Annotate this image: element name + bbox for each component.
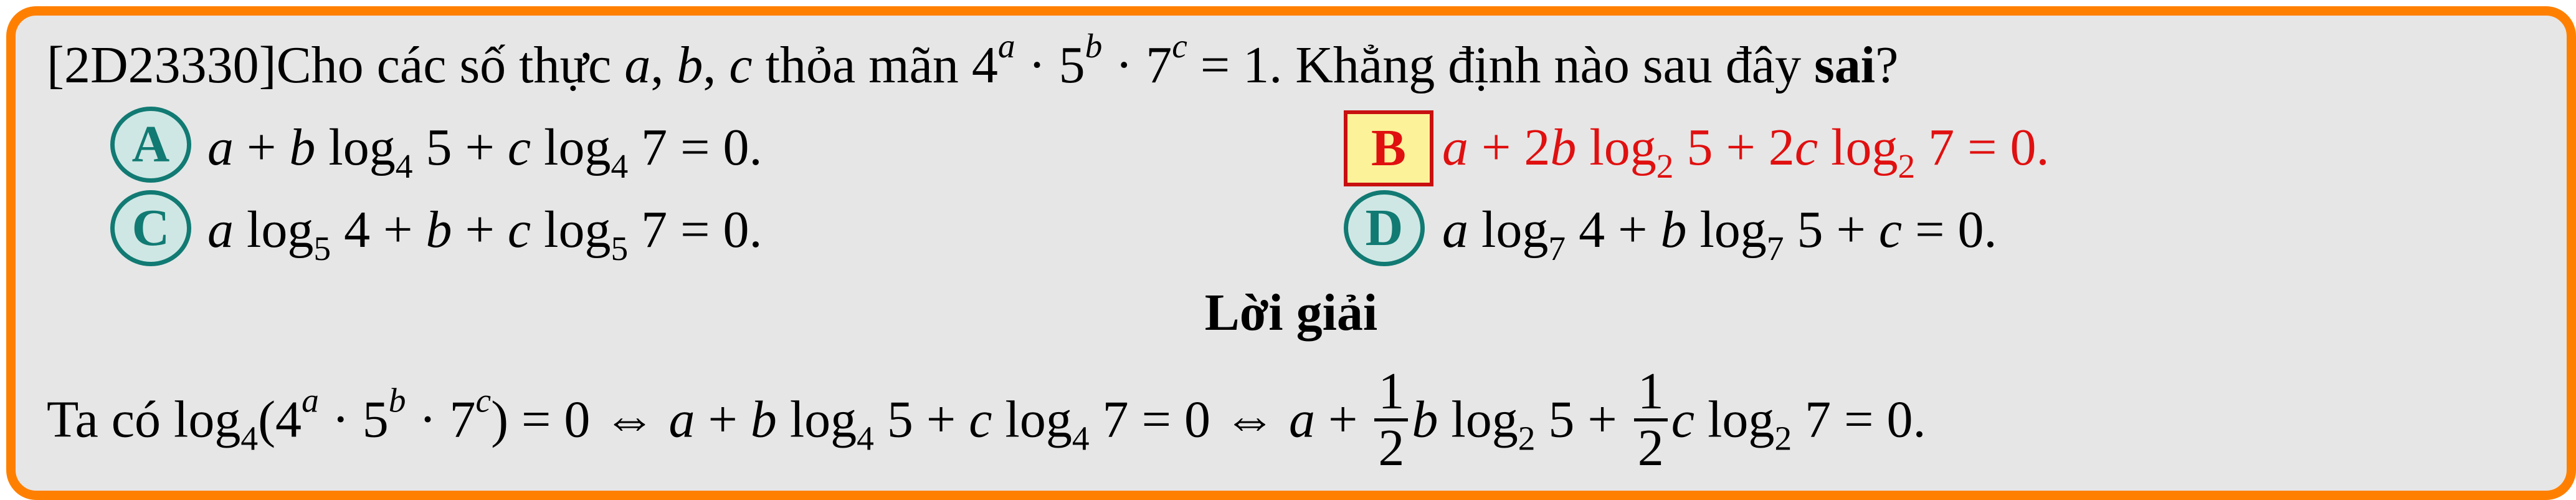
- question-card: [6, 6, 2576, 500]
- choice-a-formula[interactable]: a + b $\log_4 5 + c$ $\log_4 7 = 0$.: [207, 118, 763, 186]
- var-b: b: [677, 36, 703, 94]
- question-condition-intro: thỏa mãn: [752, 36, 972, 94]
- question-mark: ?: [1875, 36, 1899, 94]
- solution-heading: Lời giải: [1204, 284, 1378, 342]
- solution-text: Ta có $\log_4(4^a \cdot 5^b \cdot 7^c) = 0$ ⇔ a + b $\log_4 5 + c$ $\log_4 7 = 0$ ⇔ a + $\frac{1}{2}$ b $\log_2 5$ + $\frac{1}{2}$ c $\log_2 7 = 0$.: [47, 362, 1926, 477]
- fraction-one-half: $\frac{1}{2}$: [1634, 365, 1668, 474]
- question-id: [2D23330]: [47, 36, 277, 94]
- choice-d-formula[interactable]: a $\log_7 4 + b$ $\log_7 5 + c = 0$.: [1442, 201, 1997, 268]
- choice-d-label: D: [1365, 199, 1404, 257]
- question-emphasis: sai: [1814, 36, 1876, 94]
- choice-b-marker[interactable]: [1344, 110, 1433, 186]
- separator: ,: [650, 36, 677, 94]
- fraction-one-half: $\frac{1}{2}$: [1374, 365, 1408, 474]
- separator: ,: [703, 36, 730, 94]
- var-c: c: [729, 36, 753, 94]
- choice-c-marker[interactable]: [110, 190, 191, 266]
- choice-c-label: C: [131, 199, 170, 257]
- choice-a-marker[interactable]: [110, 107, 191, 183]
- var-a: a: [624, 36, 651, 94]
- choice-d-marker[interactable]: [1344, 190, 1425, 266]
- choice-b-formula[interactable]: a + 2b $\log_2 5 + 2c$ $\log_2 7 = 0$.: [1442, 118, 2050, 186]
- choice-b-label: B: [1371, 119, 1407, 177]
- question-condition-end: = 1. Khẳng định nào sau đây: [1187, 36, 1815, 94]
- choice-c-formula[interactable]: a $\log_5 4 + b + c$ $\log_5 7 = 0$.: [207, 201, 763, 268]
- condition-formula: $4^a \cdot 5^b \cdot 7^c$: [971, 27, 1187, 94]
- question-intro: Cho các số thực: [276, 36, 625, 94]
- choice-a-label: A: [131, 115, 170, 173]
- solution-prefix: Ta có: [47, 390, 174, 449]
- question-text: [47, 27, 1899, 94]
